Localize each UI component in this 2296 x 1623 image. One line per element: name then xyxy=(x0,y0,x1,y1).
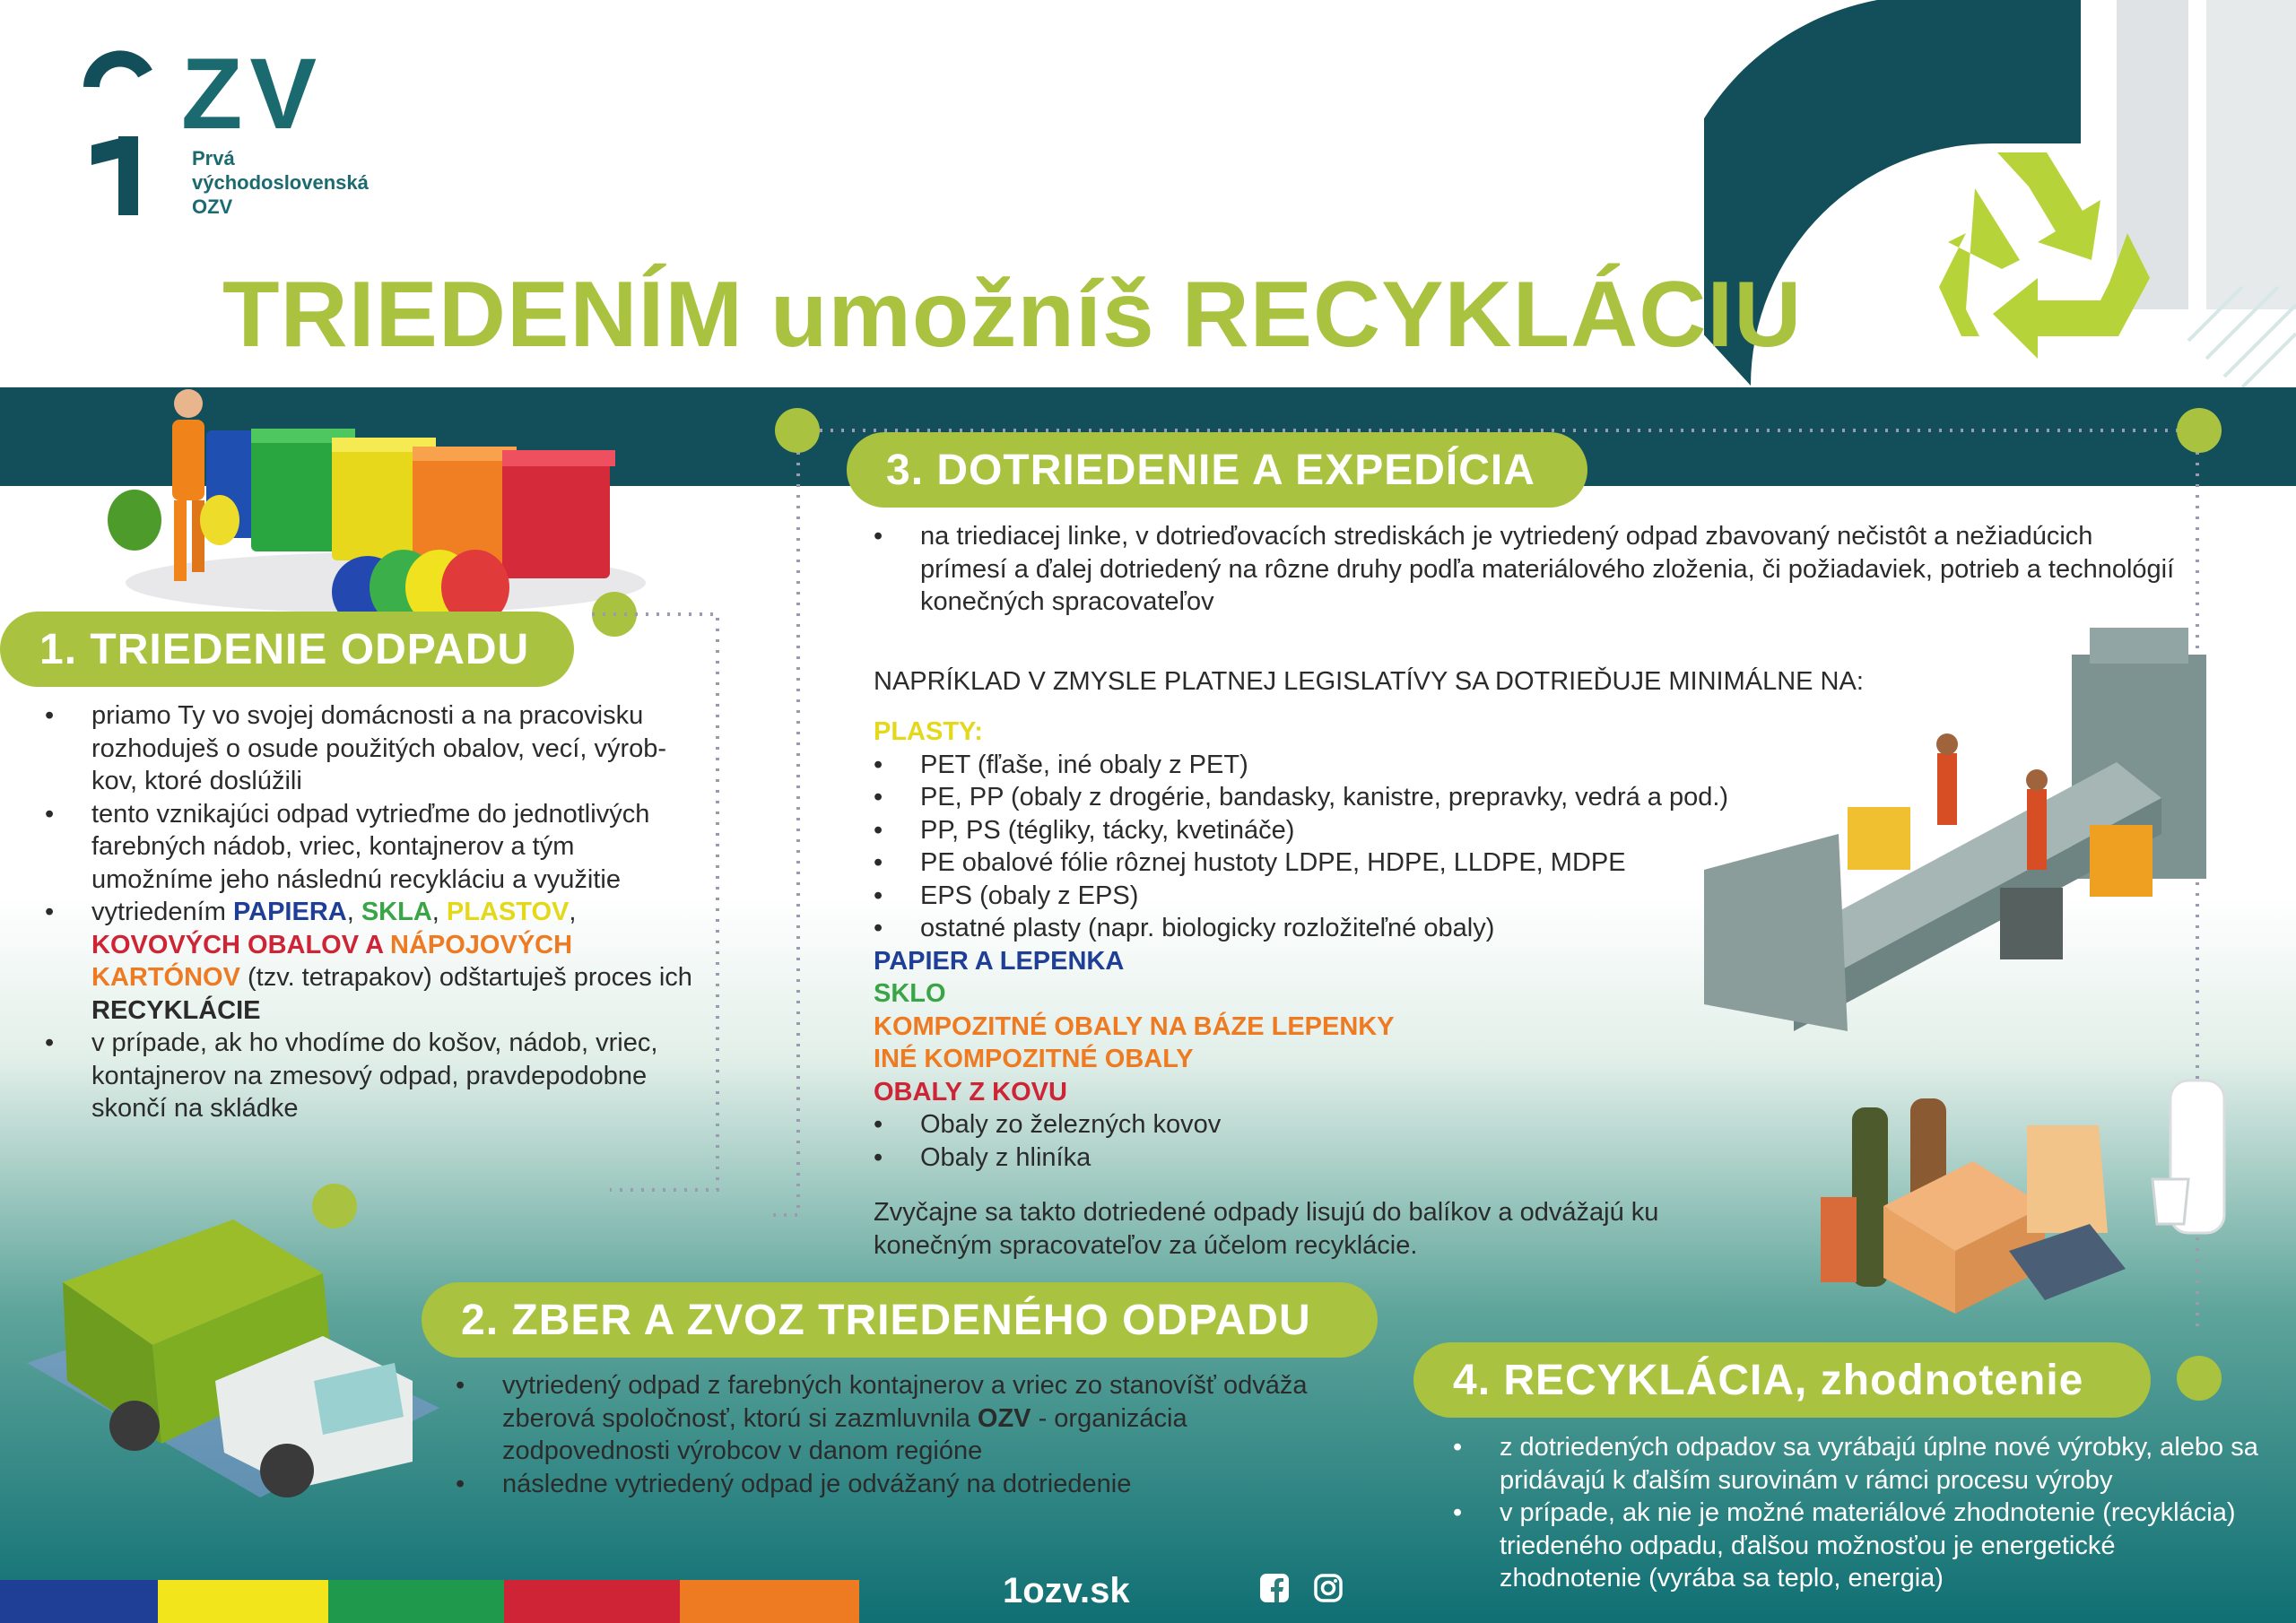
section4-bullet-2: • v prípade, ak nie je možné materiálové zhodnotenie (recyklácia) triedeného odpadu, ďalšou možnosťou je energetické zhodnotenie (vyrába sa teplo, energia) xyxy=(1453,1497,2260,1595)
section1-bullet-1: • priamo Ty vo svojej domácnosti a na pracovisku rozhoduješ o osude použitých obalov, vecí, výrob-kov, ktoré doslúžili xyxy=(45,699,700,798)
plasty-item: • EPS (obaly z EPS) xyxy=(874,880,1878,913)
section2-list xyxy=(456,1369,1352,1500)
section2-bullet-2: • následne vytriedený odpad je odvážaný na dotriedenie xyxy=(456,1468,1352,1501)
plasty-item: • PE obalové fólie rôznej hustoty LDPE, HDPE, LLDPE, MDPE xyxy=(874,846,1878,880)
garbage-truck-illustration xyxy=(27,1202,448,1506)
plasty-heading: PLASTY: xyxy=(874,717,983,746)
plasty-item: • PE, PP (obaly z drogérie, bandasky, kanistre, prepravky, vedrá a pod.) xyxy=(874,781,1878,814)
recycled-products-illustration xyxy=(1794,1072,2260,1314)
section1-title: 1. TRIEDENIE ODPADU xyxy=(0,612,574,687)
sklo-heading: SKLO xyxy=(874,979,946,1008)
website-link[interactable]: 1ozv.sk xyxy=(1003,1571,1130,1610)
page-title: TRIEDENÍM umožníš RECYKLÁCIU xyxy=(222,263,1803,367)
section3-dot-right xyxy=(2177,408,2222,453)
section3-closing: Zvyčajne sa takto dotriedené odpady lisujú do balíkov a odvážajú ku konečným spracovateľov za účelom recyklácie. xyxy=(874,1198,1659,1260)
instagram-icon[interactable] xyxy=(1314,1574,1343,1602)
kov-heading: OBALY Z KOVU xyxy=(874,1077,1067,1107)
section3-dot-left xyxy=(775,408,820,453)
section1-bullet-2: • tento vznikajúci odpad vytrieďme do jednotlivých farebných nádob, vriec, kontajnerov a tým umožníme jeho následnú recykláciu a využitie xyxy=(45,798,700,897)
plasty-item: • PET (fľaše, iné obaly z PET) xyxy=(874,749,1878,782)
sorting-containers-illustration xyxy=(99,386,655,619)
section2-bullet-1: • vytriedený odpad z farebných kontajnerov a vriec zo stanovíšť odváža zberová spoločnosť, ktorú si zazmluvnila OZV - organizácia zodpovednosti výrobcov v danom regióne xyxy=(456,1369,1352,1468)
ine-kompozit-heading: INÉ KOMPOZITNÉ OBALY xyxy=(874,1045,1194,1073)
logo-subtitle: Prvá východoslovenská OZV xyxy=(192,147,369,218)
sorting-line-illustration xyxy=(1695,619,2233,1040)
facebook-icon[interactable] xyxy=(1260,1574,1289,1602)
kov-item: • Obaly z hliníka xyxy=(874,1141,1878,1175)
color-stripe-red xyxy=(504,1580,680,1623)
color-stripe-yellow xyxy=(158,1580,328,1623)
section3-intro-bullet: • na triediacej linke, v dotrieďovacích strediskách je vytriedený odpad zbavovaný nečistôt a nežiadúcich prímesí a ďalej dotriedený na rôzne druhy podľa materiálového zloženia, či požiadaviek, potrieb a technológií konečných spracovateľov xyxy=(874,520,2183,619)
plasty-item: • ostatné plasty (napr. biologicky rozložiteľné obaly) xyxy=(874,912,1878,945)
section3-example: NAPRÍKLAD V ZMYSLE PLATNEJ LEGISLATÍVY SA DOTRIEĎUJE MINIMÁLNE NA: xyxy=(874,667,1864,696)
section4-title: 4. RECYKLÁCIA, zhodnotenie xyxy=(1413,1342,2151,1418)
section1-bullet-3: • vytriedením PAPIERA, SKLA, PLASTOV, KOVOVÝCH OBALOV A NÁPOJOVÝCH KARTÓNOV (tzv. tetrapakov) odštartuješ proces ich RECYKLÁCIE xyxy=(45,896,700,1027)
section2-title: 2. ZBER A ZVOZ TRIEDENÉHO ODPADU xyxy=(422,1282,1378,1358)
section1-list xyxy=(45,699,700,1125)
section4-dot xyxy=(2177,1356,2222,1401)
section4-list xyxy=(1453,1431,2260,1595)
section3-intro xyxy=(874,520,2183,619)
plasty-item: • PP, PS (tégliky, tácky, kvetináče) xyxy=(874,814,1878,847)
kov-item: • Obaly zo železných kovov xyxy=(874,1108,1878,1141)
logo-mark xyxy=(83,47,152,217)
section4-bullet-1: • z dotriedených odpadov sa vyrábajú úplne nové výrobky, alebo sa pridávajú k ďalším surovinám v rámci procesu výroby xyxy=(1453,1431,2260,1497)
color-stripe-orange xyxy=(680,1580,859,1623)
section1-bullet-4: • v prípade, ak ho vhodíme do košov, nádob, vriec, kontajnerov na zmesový odpad, pravdepodobne skončí na skládke xyxy=(45,1027,700,1125)
logo-text: ZV xyxy=(181,38,325,150)
kompozit-lepenka-heading: KOMPOZITNÉ OBALY NA BÁZE LEPENKY xyxy=(874,1011,1395,1041)
recycle-icon xyxy=(1912,135,2154,368)
color-stripe-blue xyxy=(0,1580,158,1623)
papier-heading: PAPIER A LEPENKA xyxy=(874,946,1125,976)
color-stripe-green xyxy=(328,1580,504,1623)
section3-title: 3. DOTRIEDENIE A EXPEDÍCIA xyxy=(847,432,1587,508)
